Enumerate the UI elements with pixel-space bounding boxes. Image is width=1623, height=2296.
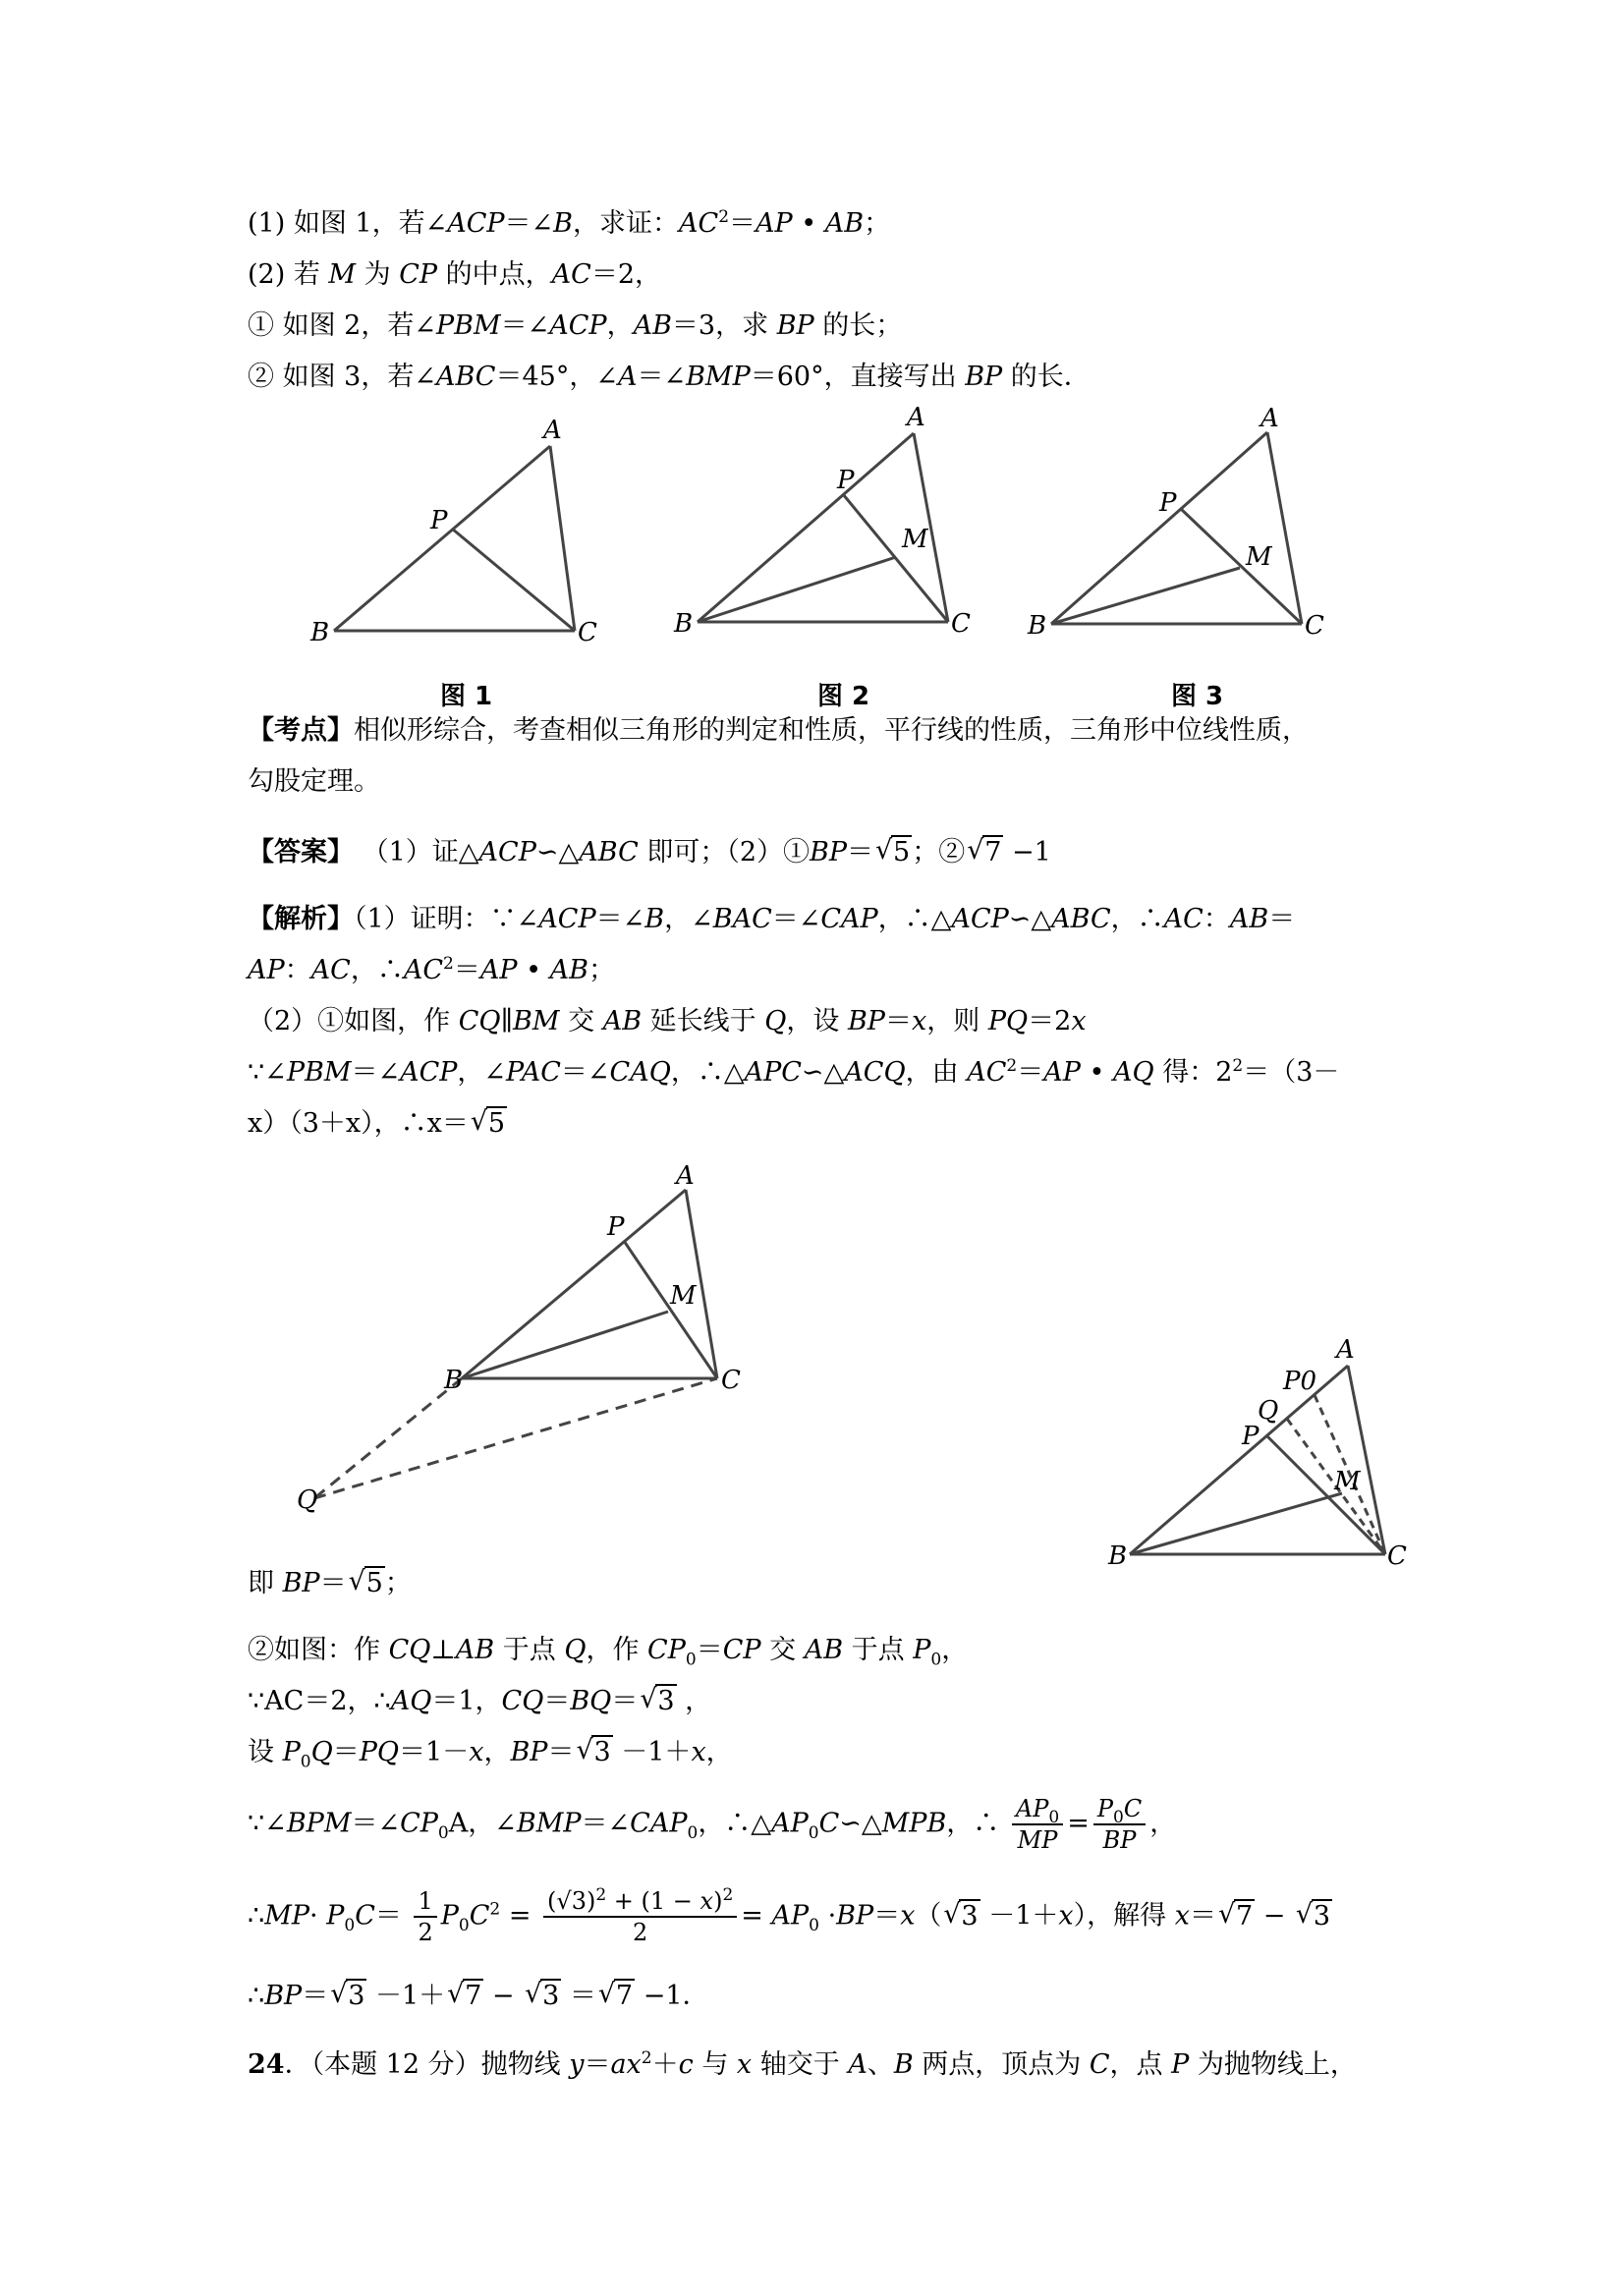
analysis-line-1: 【解析】（1）证明：∵∠ACP＝∠B，∠BAC＝∠CAP，∴△ACP∽△ABC，∴AC：AB＝ — [248, 904, 1296, 934]
fig4-label-b: B — [444, 1366, 464, 1395]
analysis-line-11: ∴MP· $P_0C=$ $\frac{1}{2}$ $P_0C^2$ = $\frac{(√3)^2 + (1 - x)^2}{2}$ = $AP_0 \cdot BP=x(√$ 3 －1＋x），解得 x＝√ 7 − √ 3 — [248, 1886, 1332, 1947]
question-part-2a: ① 如图 2，若∠PBM＝∠ACP，AB＝3，求 BP 的长； — [248, 310, 903, 341]
fraction-one-half: $\frac{1}{2}$ — [414, 1886, 436, 1947]
analysis-line-7: ②如图：作 CQ⊥AB 于点 Q，作 $CP_0=CP$ 交 AB 于点 $P_0$， — [248, 1635, 969, 1670]
answer-line: 【答案】 （1）证△ACP∽△ABC 即可；（2）①BP＝√ 5；②√ 7 −1 — [248, 833, 1051, 872]
fig5-label-q: Q — [1258, 1396, 1279, 1426]
fig1-label-b: B — [310, 618, 330, 647]
fig1-label-c: C — [578, 618, 597, 647]
analysis-line-12: ∴BP＝√ 3 －1＋√ 7 − √ 3 ＝√ 7 −1． — [248, 1977, 709, 2016]
fig4-label-a: A — [676, 1161, 695, 1191]
kaodian-line-2: 勾股定理。 — [248, 766, 380, 797]
fraction-pythagoras: $\frac{(√3)^2 + (1 - x)^2}{2}$ — [543, 1886, 737, 1947]
analysis-line-9: 设 $P_0Q=PQ=1-x$，BP＝√ 3 －1＋x， — [248, 1733, 733, 1772]
fig2-label-p: P — [837, 466, 855, 495]
question-part-1: (1) 如图 1，若∠ACP＝∠B，求证：$AC^2=AP$ • AB； — [248, 207, 891, 239]
fig5-label-p0: P0 — [1283, 1367, 1317, 1396]
fig4-label-p: P — [607, 1212, 625, 1242]
figure-4 — [285, 1154, 756, 1518]
fig2-label-c: C — [951, 609, 971, 639]
fig1-label-a: A — [543, 416, 562, 445]
figure-3 — [1022, 403, 1336, 648]
analysis-line-10: $\because\angle BPM=\angle CP_0A$，$\angle BMP=\angle CAP_0$，$\therefore\triangle AP_0C∽\triangle MPB$，∴ $\frac{AP_0}{MP}$ = $\frac{P_0C}{BP}$ ， — [248, 1795, 1177, 1854]
figure-5 — [1100, 1326, 1434, 1572]
analysis-line-5: x）（3＋x），∴x＝√ 5 — [248, 1104, 507, 1144]
fig4-label-m: M — [670, 1281, 697, 1311]
kaodian-tag: 【考点】 — [248, 715, 354, 746]
fraction-p0c-bp: $\frac{P_0C}{BP}$ — [1093, 1794, 1146, 1855]
fig1-label-p: P — [430, 506, 448, 535]
fig4-label-q: Q — [297, 1485, 318, 1515]
figure-3-caption: 图 3 — [1171, 682, 1224, 711]
fig3-label-p: P — [1159, 488, 1177, 518]
fig2-label-a: A — [907, 403, 925, 432]
fig3-label-m: M — [1246, 542, 1272, 572]
figure-2-caption: 图 2 — [817, 682, 870, 711]
fig5-label-a: A — [1336, 1335, 1355, 1365]
figure-1 — [305, 413, 609, 648]
analysis-tag: 【解析】 — [248, 904, 354, 934]
fig5-label-p: P — [1242, 1422, 1259, 1451]
fig5-label-m: M — [1334, 1467, 1361, 1496]
fraction-ap0-mp: $\frac{AP_0}{MP}$ — [1012, 1794, 1063, 1855]
answer-tag: 【答案】 — [248, 837, 354, 868]
question-part-2: (2) 若 M 为 CP 的中点，AC＝2， — [248, 259, 662, 290]
fig2-label-m: M — [902, 525, 928, 554]
analysis-line-8: ∵AC＝2，∴AQ＝1，CQ＝BQ＝√ 3 ， — [248, 1682, 711, 1721]
question-part-2b: ② 如图 3，若∠ABC＝45°，∠A＝∠BMP＝60°，直接写出 BP 的长． — [248, 362, 1091, 392]
analysis-line-4: ∵∠PBM＝∠ACP，∠PAC＝∠CAQ，∴△APC∽△ACQ，由 $AC^2=AP$ • AQ 得：$2^2=(3-$ — [248, 1056, 1340, 1088]
fig4-label-c: C — [721, 1366, 741, 1395]
fig5-label-b: B — [1108, 1541, 1128, 1571]
fig3-label-c: C — [1305, 611, 1324, 641]
analysis-line-3: （2）①如图，作 CQ∥BM 交 AB 延长线于 Q，设 BP＝x，则 PQ＝2x — [248, 1006, 1087, 1036]
analysis-line-6: 即 BP＝√ 5； — [248, 1564, 412, 1603]
kaodian-text-1: 相似形综合，考查相似三角形的判定和性质，平行线的性质，三角形中位线性质， — [354, 715, 1309, 746]
kaodian-line-1 — [248, 711, 1309, 751]
figure-2 — [668, 398, 982, 648]
analysis-line-2: AP：AC，$\therefore AC^2=AP$ • AB； — [248, 954, 615, 985]
fig3-label-b: B — [1028, 611, 1047, 641]
question-24: 24．（本题 12 分）抛物线 $y=ax^2+c$ 与 x 轴交于 A、B 两点，顶点为 C，点 P 为抛物线上， — [248, 2048, 1357, 2080]
figure-1-caption: 图 1 — [440, 682, 493, 711]
fig2-label-b: B — [674, 609, 694, 639]
fig5-label-c: C — [1387, 1541, 1407, 1571]
fig3-label-a: A — [1260, 404, 1279, 433]
